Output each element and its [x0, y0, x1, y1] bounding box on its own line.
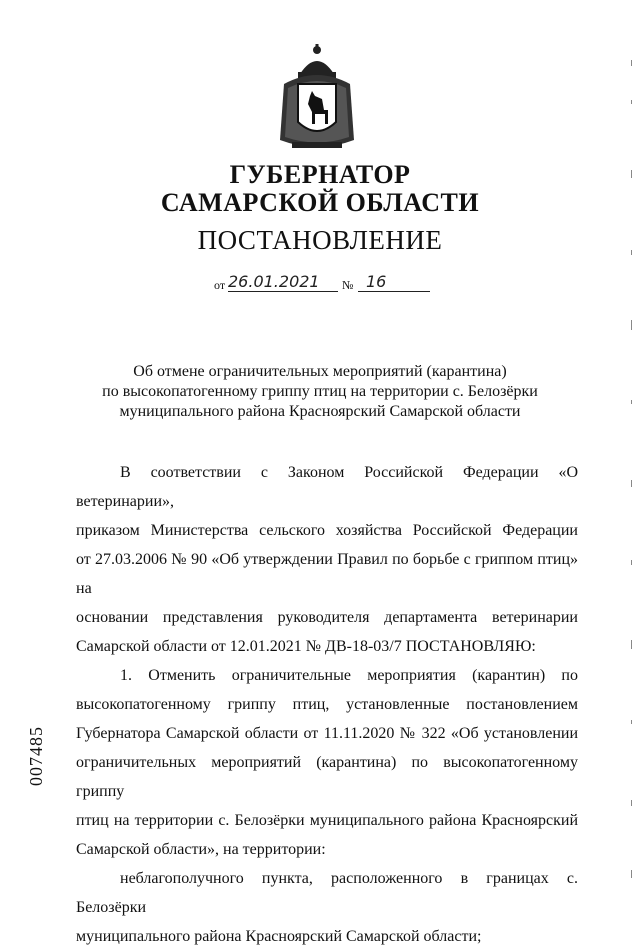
document-body	[76, 458, 578, 951]
body-line: неблагополучного пункта, расположенного в границах с. Белозёрки	[76, 870, 578, 916]
handwritten-number: 16	[366, 272, 387, 291]
body-line: высокопатогенному гриппу птиц, установленные постановлением	[76, 696, 578, 713]
subject-line: муниципального района Красноярский Самарской области	[119, 403, 521, 420]
number-label: №	[342, 278, 354, 292]
governor-title: ГУБЕРНАТОР	[229, 160, 411, 189]
region-title: САМАРСКОЙ ОБЛАСТИ	[160, 188, 480, 217]
body-line: Самарской области от 12.01.2021 № ДВ-18-03/7 ПОСТАНОВЛЯЮ:	[76, 638, 536, 655]
date-number-line	[214, 272, 434, 294]
body-line: Губернатора Самарской области от 11.11.2020 № 322 «Об установлении	[76, 725, 578, 742]
body-line: В соответствии с Законом Российской Федерации «О ветеринарии»,	[76, 464, 578, 510]
coat-of-arms-emblem	[276, 44, 358, 156]
registration-stamp-number: 007485	[26, 726, 46, 786]
body-line: от 27.03.2006 № 90 «Об утверждении Правил по борьбе с гриппом птиц» на	[76, 551, 578, 597]
body-line: ограничительных мероприятий (карантина) по высокопатогенному гриппу	[76, 754, 578, 800]
subject-line: Об отмене ограничительных мероприятий (карантина)	[133, 363, 507, 380]
body-line: основании представления руководителя департамента ветеринарии	[76, 609, 578, 626]
date-from-label: от	[214, 278, 226, 292]
body-line: Самарской области», на территории:	[76, 841, 326, 858]
number-underline	[358, 291, 430, 292]
handwritten-date: 26.01.2021	[228, 272, 320, 291]
subject-line: по высокопатогенному гриппу птиц на территории с. Белозёрки	[102, 383, 538, 400]
document-type: ПОСТАНОВЛЕНИЕ	[197, 225, 443, 255]
body-line: 1. Отменить ограничительные мероприятия (карантин) по	[120, 667, 578, 684]
body-line: птиц на территории с. Белозёрки муниципального района Красноярский	[76, 812, 578, 829]
body-line: приказом Министерства сельского хозяйства Российской Федерации	[76, 522, 578, 539]
date-underline	[228, 291, 338, 292]
scan-edge-marks	[630, 60, 634, 890]
document-subject	[100, 362, 540, 422]
body-line: муниципального района Красноярский Самарской области;	[76, 928, 482, 945]
